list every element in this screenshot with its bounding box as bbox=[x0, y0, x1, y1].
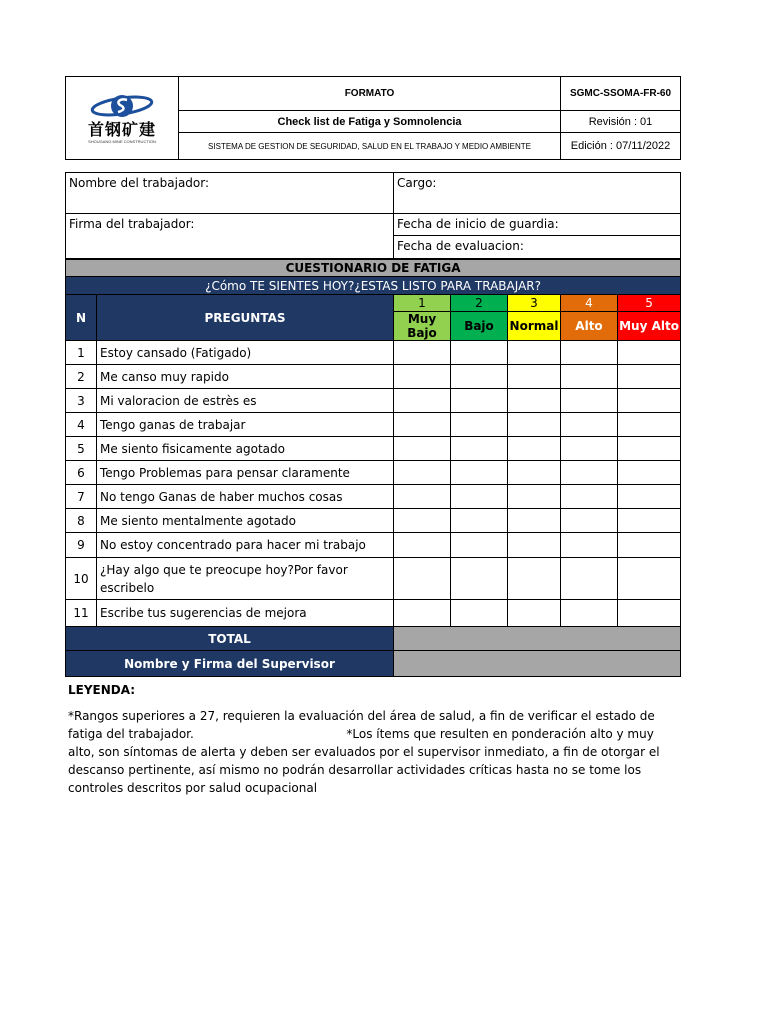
scale-4-label: Alto bbox=[561, 312, 618, 341]
rating-cell[interactable] bbox=[618, 389, 681, 413]
document-code: SGMC-SSOMA-FR-60 bbox=[561, 77, 681, 111]
company-logo-text: 首钢矿建 bbox=[87, 120, 156, 139]
table-row bbox=[66, 558, 681, 600]
rating-cell[interactable] bbox=[394, 341, 451, 365]
rating-cell[interactable] bbox=[508, 533, 561, 558]
scale-3-number: 3 bbox=[508, 295, 561, 312]
question-text: Me siento mentalmente agotado bbox=[97, 509, 394, 533]
table-row bbox=[66, 509, 681, 533]
rating-cell[interactable] bbox=[451, 509, 508, 533]
rating-cell[interactable] bbox=[561, 365, 618, 389]
table-row bbox=[66, 600, 681, 627]
position-label: Cargo: bbox=[397, 176, 437, 190]
scale-1-number: 1 bbox=[394, 295, 451, 312]
col-questions-header: PREGUNTAS bbox=[97, 295, 394, 341]
question-text: Estoy cansado (Fatigado) bbox=[97, 341, 394, 365]
document-title: Check list de Fatiga y Somnolencia bbox=[179, 111, 561, 133]
evaluation-date-label: Fecha de evaluacion: bbox=[397, 239, 524, 253]
rating-cell[interactable] bbox=[451, 437, 508, 461]
rating-cell[interactable] bbox=[451, 461, 508, 485]
rating-cell[interactable] bbox=[618, 437, 681, 461]
question-text: Tengo ganas de trabajar bbox=[97, 413, 394, 437]
rating-cell[interactable] bbox=[394, 533, 451, 558]
rating-cell[interactable] bbox=[508, 485, 561, 509]
legend-title: LEYENDA: bbox=[68, 683, 136, 697]
rating-cell[interactable] bbox=[508, 389, 561, 413]
shift-start-label: Fecha de inicio de guardia: bbox=[397, 217, 559, 231]
question-number: 5 bbox=[66, 437, 97, 461]
rating-cell[interactable] bbox=[618, 533, 681, 558]
rating-cell[interactable] bbox=[451, 558, 508, 600]
supervisor-signature-field[interactable] bbox=[394, 651, 681, 677]
rating-cell[interactable] bbox=[618, 341, 681, 365]
question-text: Mi valoracion de estrès es bbox=[97, 389, 394, 413]
scale-2-number: 2 bbox=[451, 295, 508, 312]
table-row bbox=[66, 485, 681, 509]
document-header bbox=[65, 76, 681, 160]
question-text: No estoy concentrado para hacer mi trabajo bbox=[97, 533, 394, 558]
rating-cell[interactable] bbox=[451, 365, 508, 389]
question-text: Escribe tus sugerencias de mejora bbox=[97, 600, 394, 627]
fatigue-questionnaire bbox=[65, 259, 681, 677]
rating-cell[interactable] bbox=[451, 600, 508, 627]
edition: Edición : 07/11/2022 bbox=[561, 133, 681, 160]
question-number: 9 bbox=[66, 533, 97, 558]
question-number: 10 bbox=[66, 558, 97, 600]
company-logo-subtext: SHOUGANG MINE CONSTRUCTION bbox=[88, 139, 156, 144]
worker-info-table bbox=[65, 172, 681, 259]
rating-cell[interactable] bbox=[451, 389, 508, 413]
rating-cell[interactable] bbox=[394, 509, 451, 533]
section-title: CUESTIONARIO DE FATIGA bbox=[66, 260, 681, 277]
table-row bbox=[66, 461, 681, 485]
question-text: No tengo Ganas de haber muchos cosas bbox=[97, 485, 394, 509]
shift-start-field[interactable] bbox=[394, 214, 681, 236]
rating-cell[interactable] bbox=[561, 485, 618, 509]
table-row bbox=[66, 533, 681, 558]
scale-2-label: Bajo bbox=[451, 312, 508, 341]
rating-cell[interactable] bbox=[451, 485, 508, 509]
rating-cell[interactable] bbox=[508, 413, 561, 437]
format-label: FORMATO bbox=[179, 77, 561, 111]
question-number: 2 bbox=[66, 365, 97, 389]
worker-name-label: Nombre del trabajador: bbox=[69, 176, 210, 190]
rating-cell[interactable] bbox=[451, 341, 508, 365]
total-value-field[interactable] bbox=[394, 627, 681, 651]
rating-cell[interactable] bbox=[618, 485, 681, 509]
legend-text: *Rangos superiores a 27, requieren la evaluación del área de salud, a fin de verificar el estado de fatiga del trabajador. *Los ítems que resulten en ponderación alto y muy alto, son síntomas de alerta y deben ser evaluados por el supervisor inmediato, a fin de otorgar el descanso pertinente, así mismo no podrán desarrollar actividades críticas hasta no se tome los controles descritos por salud ocupacional bbox=[68, 709, 664, 795]
supervisor-label: Nombre y Firma del Supervisor bbox=[66, 651, 394, 677]
rating-cell[interactable] bbox=[618, 413, 681, 437]
rating-cell[interactable] bbox=[561, 413, 618, 437]
rating-cell[interactable] bbox=[618, 558, 681, 600]
rating-cell[interactable] bbox=[508, 437, 561, 461]
rating-cell[interactable] bbox=[508, 341, 561, 365]
worker-name-field[interactable] bbox=[66, 173, 394, 214]
table-row bbox=[66, 341, 681, 365]
rating-cell[interactable] bbox=[618, 509, 681, 533]
question-number: 1 bbox=[66, 341, 97, 365]
rating-cell[interactable] bbox=[451, 533, 508, 558]
scale-3-label: Normal bbox=[508, 312, 561, 341]
question-number: 11 bbox=[66, 600, 97, 627]
company-logo bbox=[66, 91, 178, 145]
evaluation-date-field[interactable] bbox=[394, 236, 681, 259]
table-row bbox=[66, 413, 681, 437]
scale-5-number: 5 bbox=[618, 295, 681, 312]
question-text: ¿Hay algo que te preocupe hoy?Por favor escribelo bbox=[97, 558, 394, 600]
rating-cell[interactable] bbox=[508, 461, 561, 485]
logo-cell bbox=[66, 77, 179, 160]
rating-cell[interactable] bbox=[561, 389, 618, 413]
question-number: 8 bbox=[66, 509, 97, 533]
questionnaire-subtitle: ¿Cómo TE SIENTES HOY?¿ESTAS LISTO PARA TRABAJAR? bbox=[66, 277, 681, 295]
question-text: Me siento fisicamente agotado bbox=[97, 437, 394, 461]
question-number: 4 bbox=[66, 413, 97, 437]
rating-cell[interactable] bbox=[394, 413, 451, 437]
rating-cell[interactable] bbox=[394, 437, 451, 461]
company-logo-icon bbox=[90, 91, 154, 121]
position-field[interactable] bbox=[394, 173, 681, 214]
rating-cell[interactable] bbox=[618, 461, 681, 485]
total-label: TOTAL bbox=[66, 627, 394, 651]
table-row bbox=[66, 389, 681, 413]
rating-cell[interactable] bbox=[561, 558, 618, 600]
table-row bbox=[66, 365, 681, 389]
rating-cell[interactable] bbox=[561, 437, 618, 461]
col-n-header: N bbox=[66, 295, 97, 341]
table-row bbox=[66, 437, 681, 461]
rating-cell[interactable] bbox=[451, 413, 508, 437]
rating-cell[interactable] bbox=[561, 461, 618, 485]
legend bbox=[68, 681, 680, 797]
question-text: Me canso muy rapido bbox=[97, 365, 394, 389]
rating-cell[interactable] bbox=[394, 365, 451, 389]
rating-cell[interactable] bbox=[561, 600, 618, 627]
rating-cell[interactable] bbox=[618, 600, 681, 627]
rating-cell[interactable] bbox=[561, 533, 618, 558]
rating-cell[interactable] bbox=[394, 600, 451, 627]
rating-cell[interactable] bbox=[394, 461, 451, 485]
worker-signature-field[interactable] bbox=[66, 214, 394, 259]
question-text: Tengo Problemas para pensar claramente bbox=[97, 461, 394, 485]
rating-cell[interactable] bbox=[561, 341, 618, 365]
question-number: 7 bbox=[66, 485, 97, 509]
rating-cell[interactable] bbox=[394, 558, 451, 600]
rating-cell[interactable] bbox=[394, 485, 451, 509]
revision: Revisión : 01 bbox=[561, 111, 681, 133]
rating-cell[interactable] bbox=[508, 558, 561, 600]
rating-cell[interactable] bbox=[618, 365, 681, 389]
question-number: 6 bbox=[66, 461, 97, 485]
rating-cell[interactable] bbox=[508, 509, 561, 533]
worker-signature-label: Firma del trabajador: bbox=[69, 217, 195, 231]
scale-5-label: Muy Alto bbox=[618, 312, 681, 341]
rating-cell[interactable] bbox=[561, 509, 618, 533]
scale-4-number: 4 bbox=[561, 295, 618, 312]
rating-cell[interactable] bbox=[508, 600, 561, 627]
question-number: 3 bbox=[66, 389, 97, 413]
system-name: SISTEMA DE GESTION DE SEGURIDAD, SALUD EN EL TRABAJO Y MEDIO AMBIENTE bbox=[179, 133, 561, 160]
rating-cell[interactable] bbox=[394, 389, 451, 413]
scale-1-label: Muy Bajo bbox=[394, 312, 451, 341]
rating-cell[interactable] bbox=[508, 365, 561, 389]
